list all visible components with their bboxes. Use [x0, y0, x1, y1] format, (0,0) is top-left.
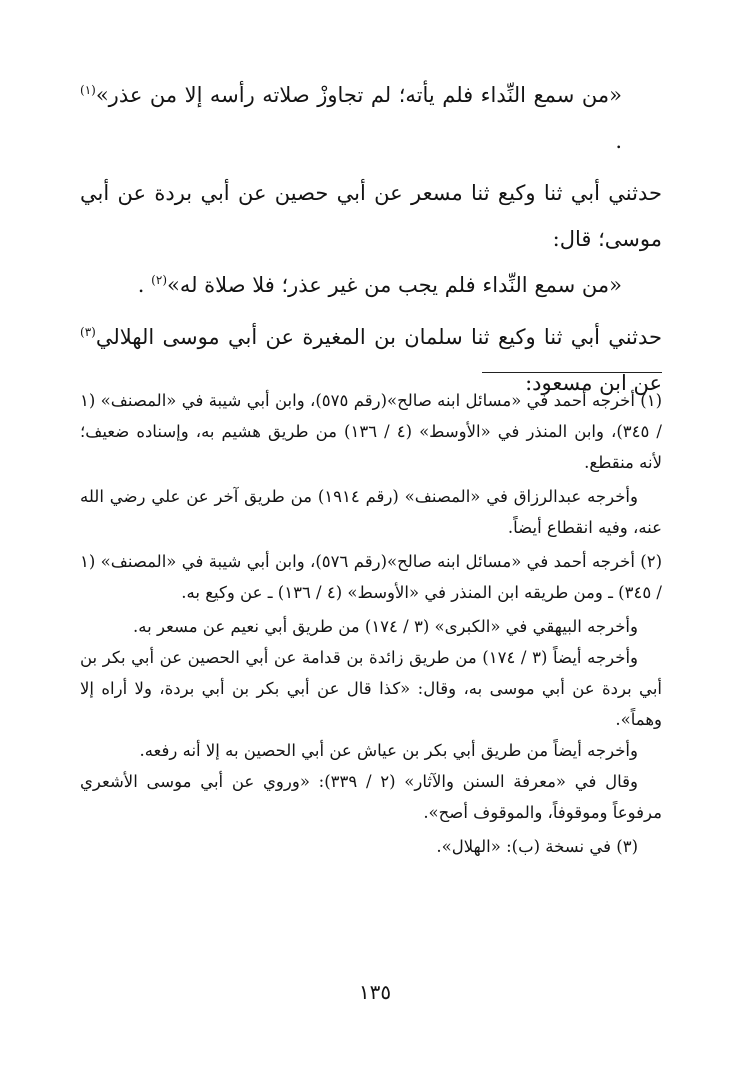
footnote-ref-2: (٢)	[151, 273, 167, 287]
hadith-text-2: «من سمع النِّداء فلم يجب من غير عذر؛ فلا صلاة له»	[167, 273, 622, 297]
footnote-3: (٣) في نسخة (ب): «الهلال».	[436, 837, 638, 856]
hadith-quote-1	[80, 72, 662, 164]
hadith-quote-2	[80, 262, 662, 308]
footnote-2-continuation-2: وأخرجه أيضاً (٣ / ١٧٤) من طريق زائدة بن قدامة عن أبي الحصين عن أبي بكر بن أبي بردة عن أبي موسى به، وقال: «كذا قال عن أبي بكر بن أبي بردة، ولا أراه إلا وهماً».	[80, 648, 662, 729]
footnote-2-continuation-1: وأخرجه البيهقي في «الكبرى» (٣ / ١٧٤) من طريق أبي نعيم عن مسعر به.	[133, 617, 638, 636]
isnad-2-text: حدثني أبي ثنا وكيع ثنا سلمان بن المغيرة عن أبي موسى الهلالي	[95, 325, 662, 349]
footnote-ref-1: (١)	[80, 83, 96, 97]
footnote-2-continuation-4: وقال في «معرفة السنن والآثار» (٢ / ٣٣٩): «وروي عن أبي موسى الأشعري مرفوعاً وموقوفاً، والموقوف أصح».	[80, 772, 662, 822]
footnote-2: (٢) أخرجه أحمد في «مسائل ابنه صالح»(رقم ٥٧٦)، وابن أبي شيبة في «المصنف» (١ / ٣٤٥) ـ ومن طريقه ابن المنذر في «الأوسط» (٤ / ١٣٦) ـ عن وكيع به.	[80, 552, 662, 602]
hadith-end-1: .	[615, 129, 622, 153]
footnote-1: (١) أخرجه أحمد في «مسائل ابنه صالح»(رقم ٥٧٥)، وابن أبي شيبة في «المصنف» (١ / ٣٤٥)، وابن المنذر في «الأوسط» (٤ / ١٣٦) من طريق هشيم به، وإسناده ضعيف؛ لأنه منقطع.	[80, 391, 662, 472]
footnote-2-continuation-3: وأخرجه أيضاً من طريق أبي بكر بن عياش عن أبي الحصين به إلا أنه رفعه.	[139, 741, 638, 760]
hadith-end-2: .	[137, 273, 145, 297]
footnote-1-continuation: وأخرجه عبدالرزاق في «المصنف» (رقم ١٩١٤) من طريق آخر عن علي رضي الله عنه، وفيه انقطاع أيضاً.	[80, 487, 662, 537]
footnotes	[80, 385, 662, 865]
isnad-1: حدثني أبي ثنا وكيع ثنا مسعر عن أبي حصين عن أبي بردة عن أبي موسى؛ قال:	[80, 181, 662, 251]
footnote-separator	[482, 372, 662, 373]
footnote-ref-3: (٣)	[80, 325, 96, 339]
page-number: ١٣٥	[358, 980, 392, 1004]
hadith-text-1: «من سمع النِّداء فلم يأته؛ لم تجاوزْ صلاته رأسه إلا من عذر»	[95, 83, 622, 107]
isnad-2-end: عن ابن مسعود:	[525, 371, 662, 395]
main-text	[80, 72, 662, 406]
